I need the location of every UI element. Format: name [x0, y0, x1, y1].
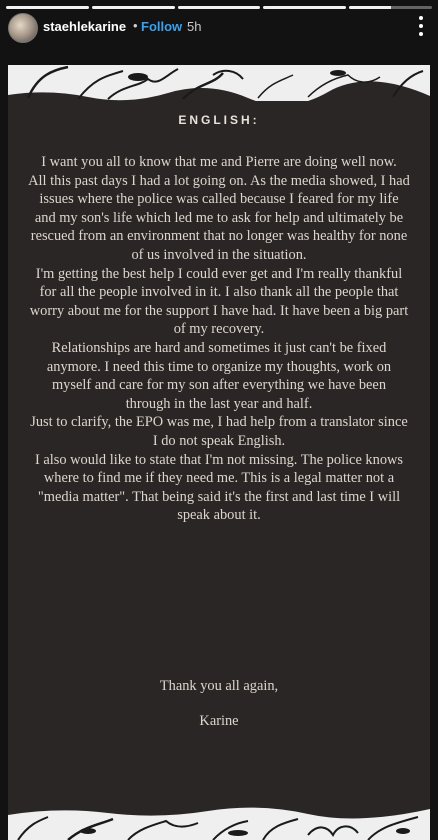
progress-segment [263, 6, 346, 9]
story-header [0, 10, 438, 44]
progress-segment [349, 6, 432, 9]
avatar[interactable] [8, 13, 38, 43]
progress-segment [178, 6, 261, 9]
post-paragraph: I also would like to state that I'm not missing. The police knows where to find me if they need me. This is a legal matter not a "media matter". That being said it's the first and last time I will speak about it. [34, 451, 404, 524]
post-heading: ENGLISH: [178, 113, 260, 127]
more-options-icon[interactable] [418, 16, 424, 36]
post-paragraph: Relationships are hard and sometimes it just can't be fixed anymore. I need this time to organize my thoughts, work on myself and care for my son after everything we have been through in the last year and half. [46, 339, 392, 412]
decorative-bottom-border [8, 805, 430, 840]
post-paragraph: All this past days I had a lot going on. As the media showed, I had issues where the police was called because I feared for my life and my son's life which led me to ask for help and ultimately be rescued from an environment that no longer was healthy for none of us involved in the situation. [28, 172, 410, 263]
separator-dot: • [133, 18, 138, 33]
follow-button[interactable]: Follow [141, 19, 183, 34]
post-body [28, 153, 410, 525]
progress-segment [92, 6, 175, 9]
post-thanks: Thank you all again, [159, 678, 279, 694]
story-progress-bar [6, 6, 432, 9]
decorative-top-border [8, 65, 430, 101]
progress-segment [6, 6, 89, 9]
post-paragraph: I want you all to know that me and Pierre are doing well now. [41, 154, 397, 170]
timestamp: 5h [187, 19, 202, 34]
story-image [8, 65, 430, 840]
post-paragraph: I'm getting the best help I could ever get and I'm really thankful for all the people involved in it. I also thank all the people that worry about me for the support I have had. It have been a big part of my recovery. [29, 265, 409, 338]
post-paragraph: Just to clarify, the EPO was me, I had help from a translator since I do not speak English. [30, 414, 408, 449]
post-signature: Karine [199, 713, 239, 729]
username-link[interactable]: staehlekarine [43, 19, 127, 34]
